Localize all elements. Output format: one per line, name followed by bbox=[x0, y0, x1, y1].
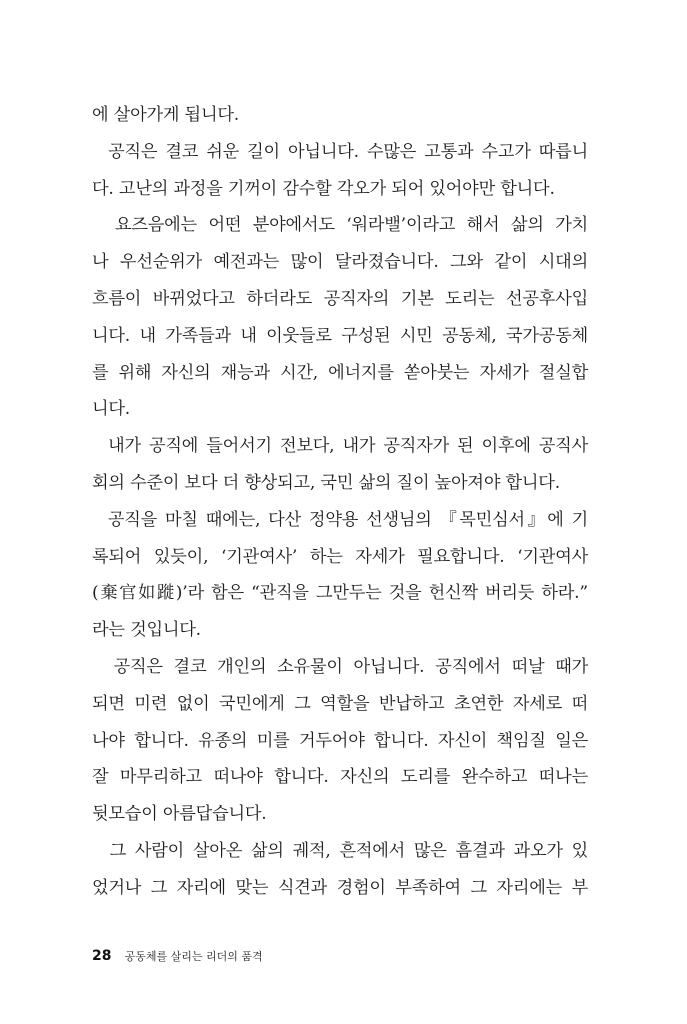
text-line: 라는 것입니다. bbox=[92, 620, 201, 641]
text-line: 니다. 내 가족들과 내 이웃들로 구성된 시민 공동체, 국가공동체 bbox=[92, 325, 588, 346]
text-line: 회의 수준이 보다 더 향상되고, 국민 삶의 질이 높아져야 합니다. bbox=[92, 472, 560, 493]
text-line: 공직을 마칠 때에는, 다산 정약용 선생님의 『목민심서』에 기 bbox=[92, 509, 588, 530]
text-line: 되면 미련 없이 국민에게 그 역할을 반납하고 초연한 자세로 떠 bbox=[92, 693, 588, 714]
text-line: 요즈음에는 어떤 분야에서도 ‘워라밸’이라고 해서 삶의 가치 bbox=[92, 215, 588, 236]
text-line: 공직은 결코 개인의 소유물이 아닙니다. 공직에서 떠날 때가 bbox=[92, 656, 588, 677]
text-line: 내가 공직에 들어서기 전보다, 내가 공직자가 된 이후에 공직사 bbox=[92, 436, 588, 457]
text-line: 었거나 그 자리에 맞는 식견과 경험이 부족하여 그 자리에는 부 bbox=[92, 877, 588, 898]
text-line: 뒷모습이 아름답습니다. bbox=[92, 804, 267, 825]
text-line: 그 사람이 살아온 삶의 궤적, 흔적에서 많은 흠결과 과오가 있 bbox=[92, 840, 588, 861]
text-line: 공직은 결코 쉬운 길이 아닙니다. 수많은 고통과 수고가 따릅니 bbox=[92, 141, 588, 162]
text-line: 나 우선순위가 예전과는 많이 달라졌습니다. 그와 같이 시대의 bbox=[92, 252, 588, 273]
text-line: 를 위해 자신의 재능과 시간, 에너지를 쏟아붓는 자세가 절실합 bbox=[92, 362, 588, 383]
text-line: 흐름이 바뀌었다고 하더라도 공직자의 기본 도리는 선공후사입 bbox=[92, 288, 588, 309]
text-line: 잘 마무리하고 떠나야 합니다. 자신의 도리를 완수하고 떠나는 bbox=[92, 767, 588, 788]
text-line: 에 살아가게 됩니다. bbox=[92, 105, 240, 125]
text-line: 니다. bbox=[92, 399, 131, 420]
page-number: 28 bbox=[92, 948, 112, 964]
body-text bbox=[92, 97, 588, 907]
text-line: 나야 합니다. 유종의 미를 거두어야 합니다. 자신이 책임질 일은 bbox=[92, 730, 588, 751]
text-line: 록되어 있듯이, ‘기관여사’ 하는 자세가 필요합니다. ‘기관여사 bbox=[92, 546, 588, 567]
text-line: 다. 고난의 과정을 기꺼이 감수할 각오가 되어 있어야만 합니다. bbox=[92, 178, 555, 199]
page-footer bbox=[92, 945, 263, 965]
text-line: (棄官如蹝)’라 함은 “관직을 그만두는 것을 헌신짝 버리듯 하라.” bbox=[92, 583, 588, 604]
running-title: 공동체를 살리는 리더의 품격 bbox=[124, 950, 263, 963]
